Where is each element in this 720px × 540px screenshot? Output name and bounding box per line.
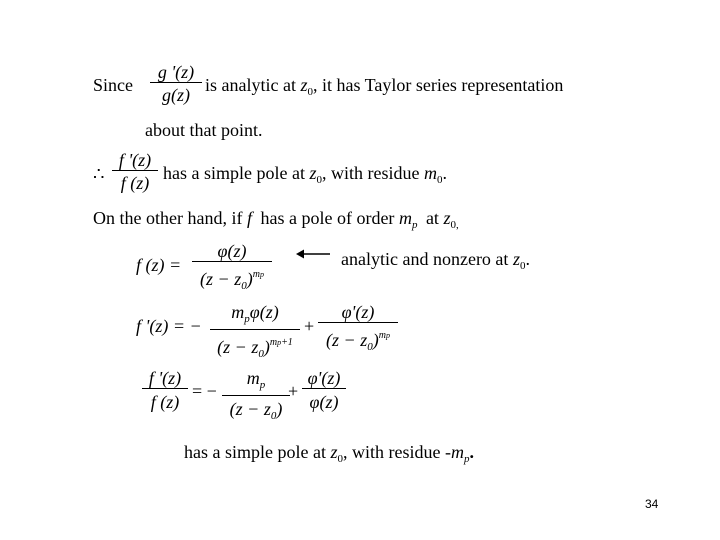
eq3-lhs-fraction bbox=[142, 368, 188, 412]
sub-zero: 0 bbox=[241, 280, 247, 292]
exp-sub-p: p bbox=[385, 331, 390, 340]
exp-plus-one: +1 bbox=[281, 337, 293, 348]
sub-zero: 0 bbox=[367, 341, 373, 353]
eq2-den1-text: (z − z bbox=[217, 337, 259, 357]
eq2-den1-exp bbox=[270, 337, 293, 348]
eq3-equals: = − bbox=[192, 381, 217, 401]
eq3-denominator-2: φ(z) bbox=[302, 388, 346, 412]
var-m: m bbox=[246, 368, 260, 388]
eq2-den2-exp bbox=[379, 330, 390, 341]
sub-p: p bbox=[259, 379, 266, 391]
arrow-note bbox=[341, 249, 530, 276]
exp-sub-p: p bbox=[259, 270, 264, 279]
var-m: m bbox=[398, 208, 412, 228]
sub-zero: 0 bbox=[307, 86, 313, 98]
fraction-denominator: g(z) bbox=[150, 82, 202, 105]
exp-sub-p: p bbox=[277, 338, 282, 347]
var-z: z bbox=[300, 75, 308, 95]
sub-zero: 0 bbox=[270, 410, 277, 422]
eq3-den1-close: ) bbox=[276, 399, 283, 419]
eq1-den-exp bbox=[253, 269, 264, 280]
eq2-numerator-1 bbox=[210, 302, 300, 329]
line3-text-b: , with residue bbox=[321, 163, 420, 183]
eq3-den1-text: (z − z bbox=[229, 399, 271, 419]
page-number: 34 bbox=[645, 497, 659, 511]
line1-text bbox=[205, 75, 563, 102]
eq2-plus: + bbox=[304, 316, 315, 336]
sub-zero: 0 bbox=[436, 174, 443, 186]
eq1-fraction bbox=[192, 241, 272, 296]
eq3-plus: + bbox=[288, 381, 299, 401]
last-line-end: . bbox=[469, 442, 474, 462]
eq3-lhs-numerator: f '(z) bbox=[148, 368, 182, 388]
eq3-lhs-denominator: f (z) bbox=[142, 388, 188, 412]
eq2-den2-text: (z − z bbox=[326, 330, 368, 350]
line1-text-a: is analytic at bbox=[205, 75, 296, 95]
eq3-fraction-1 bbox=[222, 368, 290, 426]
line4-text-a: On the other hand, if bbox=[93, 208, 243, 228]
line2-text: about that point. bbox=[145, 120, 263, 140]
line4-text-c: at bbox=[425, 208, 439, 228]
line3-text-c: . bbox=[442, 163, 447, 183]
sub-zero: 0, bbox=[450, 219, 459, 231]
eq3-numerator-1 bbox=[222, 368, 290, 395]
eq2-lhs: f '(z) = − bbox=[136, 316, 202, 336]
eq1-lhs: f (z) = bbox=[136, 255, 182, 275]
last-line-text bbox=[184, 442, 474, 469]
eq2-fraction-1 bbox=[210, 302, 300, 364]
line1-text-b: , it has Taylor series representation bbox=[312, 75, 564, 95]
eq1-denominator bbox=[192, 261, 272, 296]
var-z: z bbox=[443, 208, 451, 228]
sub-zero: 0 bbox=[316, 174, 322, 186]
sub-p: p bbox=[463, 453, 470, 465]
eq2-denominator-1 bbox=[210, 329, 300, 364]
since-label: Since bbox=[93, 75, 133, 95]
var-z: z bbox=[309, 163, 317, 183]
eq2-denominator-2 bbox=[318, 322, 398, 357]
line3-text-a: has a simple pole at bbox=[163, 163, 305, 183]
eq1-den-close: ) bbox=[246, 269, 253, 289]
sub-p: p bbox=[244, 313, 250, 325]
last-line-text-a: has a simple pole at bbox=[184, 442, 326, 462]
eq1-numerator: φ(z) bbox=[217, 241, 247, 261]
exp-m: m bbox=[378, 330, 386, 341]
fraction-gprime-over-g bbox=[150, 62, 202, 105]
exp-m: m bbox=[252, 269, 260, 280]
line4-text bbox=[93, 208, 459, 235]
eq2-den1-close: ) bbox=[263, 337, 270, 357]
line4-text-b: has a pole of order bbox=[260, 208, 395, 228]
var-m: m bbox=[423, 163, 437, 183]
eq2-fraction-2 bbox=[318, 302, 398, 357]
eq3-fraction-2 bbox=[302, 368, 346, 412]
phi-z: φ(z) bbox=[249, 302, 279, 322]
eq2-numerator-2: φ'(z) bbox=[341, 302, 375, 322]
exp-m: m bbox=[269, 337, 278, 348]
line3-text bbox=[163, 163, 447, 190]
sub-zero: 0 bbox=[519, 260, 526, 272]
sub-zero: 0 bbox=[337, 453, 343, 465]
left-arrow-icon bbox=[296, 248, 336, 260]
var-m: m bbox=[450, 442, 464, 462]
last-line-text-b: , with residue - bbox=[342, 442, 451, 462]
fraction-denominator: f (z) bbox=[112, 170, 158, 193]
eq1-den-text: (z − z bbox=[200, 269, 242, 289]
fraction-fprime-over-f bbox=[112, 150, 158, 193]
var-z: z bbox=[512, 249, 520, 269]
eq3-denominator-1 bbox=[222, 395, 290, 426]
therefore-symbol: ∴ bbox=[93, 164, 105, 184]
fraction-numerator: f '(z) bbox=[118, 150, 152, 170]
sub-p: p bbox=[411, 219, 418, 231]
eq3-numerator-2: φ'(z) bbox=[307, 368, 341, 388]
var-z: z bbox=[330, 442, 338, 462]
var-m: m bbox=[231, 302, 245, 322]
eq2-den2-close: ) bbox=[372, 330, 379, 350]
sub-zero: 0 bbox=[258, 348, 264, 360]
arrow-note-text: analytic and nonzero at bbox=[341, 249, 509, 269]
fraction-numerator: g '(z) bbox=[157, 62, 195, 82]
arrow-note-end: . bbox=[525, 249, 530, 269]
var-f: f bbox=[246, 208, 252, 228]
